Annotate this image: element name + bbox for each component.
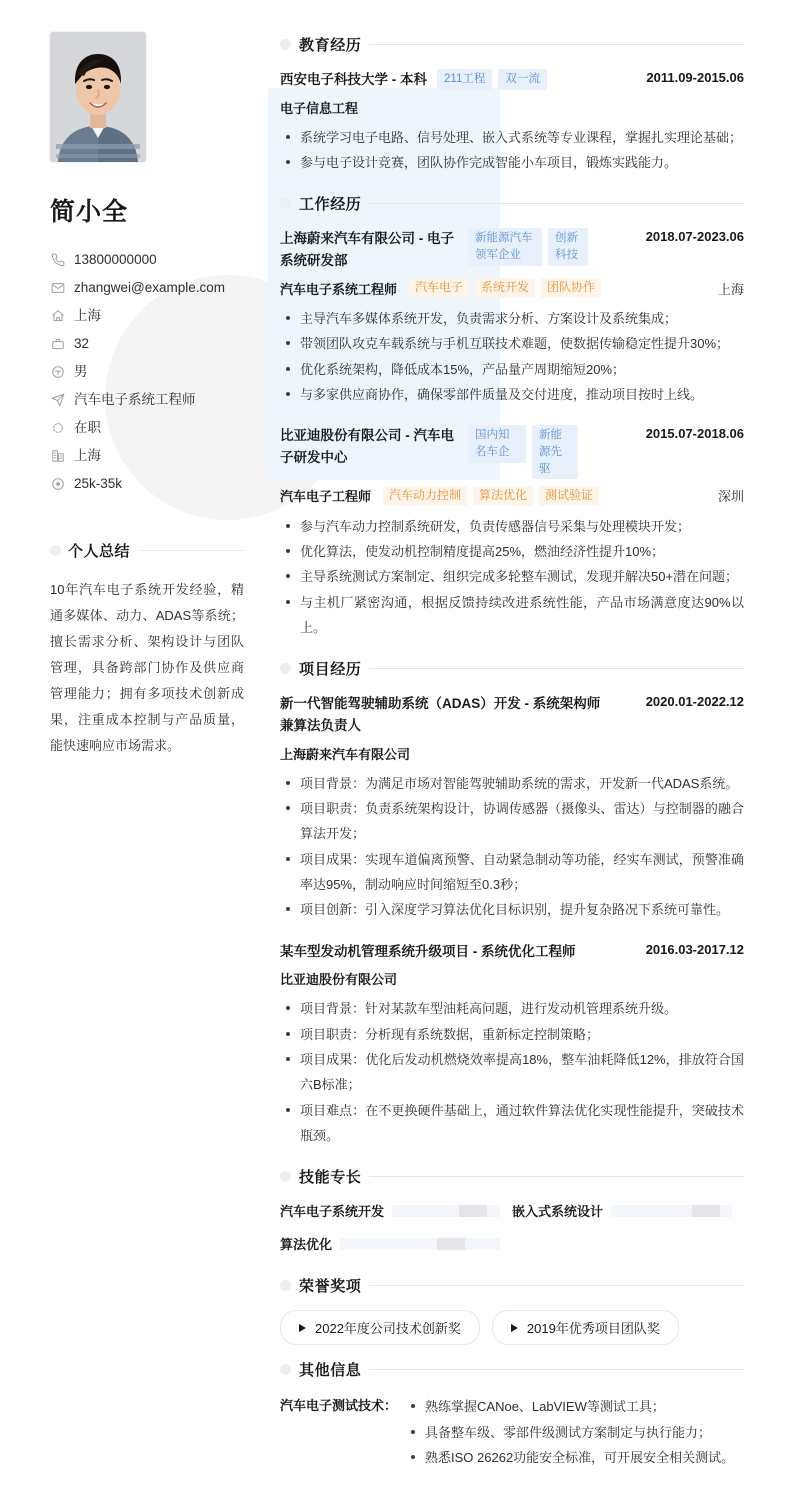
skill-list bbox=[280, 1201, 744, 1253]
other-content bbox=[280, 1394, 744, 1470]
contact-value: zhangwei@example.com bbox=[74, 279, 226, 295]
work-date: 2018.07-2023.06 bbox=[645, 229, 744, 245]
school-tags bbox=[437, 69, 547, 90]
project-entry bbox=[280, 693, 744, 922]
project-name: 新一代智能驾驶辅助系统（ADAS）开发 - 系统架构师兼算法负责人 bbox=[280, 696, 601, 733]
skill-progress-knob bbox=[459, 1205, 487, 1217]
tag: 团队协作 bbox=[541, 278, 601, 297]
honor-chip[interactable] bbox=[280, 1310, 480, 1345]
entry-header bbox=[280, 69, 744, 91]
summary-text: 10年汽车电子系统开发经验，精通多媒体、动力、ADAS等系统；擅长需求分析、架构设计与团队管理，具备跨部门协作及供应商管理能力；拥有多项技术创新成果，注重成本控制与产品质量，能快速响应市场需求。 bbox=[50, 582, 244, 753]
honor-label: 2022年度公司技术创新奖 bbox=[315, 1321, 461, 1337]
education-entry bbox=[280, 69, 744, 175]
major: 电子信息工程 bbox=[280, 100, 359, 116]
contact-gender bbox=[50, 358, 244, 386]
contact-value: 在职 bbox=[74, 419, 101, 435]
projects-header bbox=[280, 658, 744, 679]
work-location: 深圳 bbox=[717, 489, 744, 505]
contact-value: 男 bbox=[74, 363, 88, 379]
honors-section bbox=[280, 1275, 744, 1345]
work-entry bbox=[280, 425, 744, 640]
honor-chip[interactable] bbox=[492, 1310, 679, 1345]
tag: 汽车动力控制 bbox=[383, 486, 467, 505]
contact-value: 汽车电子系统工程师 bbox=[74, 391, 196, 407]
contact-value: 32 bbox=[74, 335, 90, 351]
list-item: 优化系统架构，降低成本15%，产品量产周期缩短20%； bbox=[280, 357, 744, 382]
education-title: 教育经历 bbox=[299, 37, 362, 54]
divider bbox=[369, 1176, 744, 1177]
sidebar bbox=[0, 0, 268, 1506]
list-item: 带领团队攻克车载系统与手机互联技术难题，使数据传输稳定性提升30%； bbox=[280, 331, 744, 356]
skill-label: 算法优化 bbox=[280, 1237, 333, 1253]
role-tags bbox=[383, 486, 599, 505]
home-icon bbox=[50, 309, 65, 324]
divider bbox=[369, 44, 744, 45]
other-title: 其他信息 bbox=[299, 1362, 362, 1380]
section-marker-icon bbox=[280, 1364, 291, 1375]
skill-label: 嵌入式系统设计 bbox=[512, 1204, 604, 1220]
phone-icon bbox=[50, 253, 65, 268]
skill-progress-bar bbox=[392, 1205, 500, 1217]
honors-title: 荣誉奖项 bbox=[299, 1278, 362, 1296]
briefcase-icon bbox=[50, 337, 65, 352]
section-marker-icon bbox=[280, 198, 291, 209]
education-date: 2011.09-2015.06 bbox=[646, 70, 744, 85]
tag: 双一流 bbox=[498, 69, 547, 90]
work-bullets bbox=[280, 514, 744, 641]
list-item: 项目成果：优化后发动机燃烧效率提高18%，整车油耗降低12%，排放符合国六B标准； bbox=[280, 1047, 744, 1098]
list-item: 熟悉ISO 26262功能安全标准，可开展安全相关测试。 bbox=[405, 1445, 744, 1470]
divider bbox=[369, 1369, 744, 1370]
tag: 新能源汽车领军企业 bbox=[468, 228, 542, 265]
project-bullets bbox=[280, 996, 744, 1148]
list-item: 熟练掌握CANoe、LabVIEW等测试工具； bbox=[405, 1394, 744, 1419]
tag: 创新科技 bbox=[548, 228, 588, 265]
work-entry bbox=[280, 228, 744, 407]
work-title: 工作经历 bbox=[299, 196, 362, 214]
list-item: 与多家供应商协作，确保零部件质量及交付进度，推动项目按时上线。 bbox=[280, 382, 744, 407]
list-item: 与主机厂紧密沟通，根据反馈持续改进系统性能，产品市场满意度达90%以上。 bbox=[280, 590, 744, 641]
company-tags bbox=[468, 228, 588, 265]
skills-section bbox=[280, 1166, 744, 1253]
contact-value: 上海 bbox=[74, 447, 101, 463]
summary-header bbox=[50, 540, 244, 561]
building-icon bbox=[50, 449, 65, 464]
list-item: 主导汽车多媒体系统开发，负责需求分析、方案设计及系统集成； bbox=[280, 306, 744, 331]
summary-title: 个人总结 bbox=[68, 543, 131, 560]
salary-icon bbox=[50, 477, 65, 492]
contact-phone bbox=[50, 246, 244, 274]
play-triangle-icon bbox=[511, 1324, 518, 1332]
tag: 算法优化 bbox=[473, 486, 533, 505]
tag: 211工程 bbox=[437, 69, 492, 90]
tag: 系统开发 bbox=[475, 278, 535, 297]
role-line bbox=[280, 486, 744, 505]
list-item: 优化算法，使发动机控制精度提高25%，燃油经济性提升10%； bbox=[280, 539, 744, 564]
project-date: 2016.03-2017.12 bbox=[645, 941, 744, 957]
skill-label: 汽车电子系统开发 bbox=[280, 1204, 385, 1220]
projects-title: 项目经历 bbox=[299, 661, 362, 679]
avatar bbox=[50, 32, 146, 162]
contact-age bbox=[50, 330, 244, 358]
list-item: 参与电子设计竞赛，团队协作完成智能小车项目，锻炼实践能力。 bbox=[280, 150, 744, 175]
skill-progress-knob bbox=[437, 1238, 465, 1250]
list-item: 项目职责：负责系统架构设计，协调传感器（摄像头、雷达）与控制器的融合算法开发； bbox=[280, 796, 744, 847]
contact-value: 13800000000 bbox=[74, 251, 157, 267]
skill-progress-knob bbox=[692, 1205, 720, 1217]
email-icon bbox=[50, 281, 65, 296]
entry-header bbox=[280, 228, 744, 271]
work-bullets bbox=[280, 306, 744, 407]
company-tags bbox=[468, 425, 578, 479]
skill-item bbox=[280, 1201, 512, 1220]
project-date: 2020.01-2022.12 bbox=[645, 694, 744, 710]
list-item: 项目创新：引入深度学习算法优化目标识别，提升复杂路况下系统可靠性。 bbox=[280, 897, 744, 922]
tag: 测试验证 bbox=[539, 486, 599, 505]
contact-location bbox=[50, 302, 244, 330]
status-icon bbox=[50, 421, 65, 436]
company-name: 上海蔚来汽车有限公司 - 电子系统研发部 bbox=[280, 231, 454, 268]
list-item: 主导系统测试方案制定、组织完成多轮整车测试，发现并解决50+潜在问题； bbox=[280, 564, 744, 589]
contact-salary bbox=[50, 470, 244, 498]
section-marker-icon bbox=[280, 1280, 291, 1291]
education-section bbox=[280, 34, 744, 175]
company-name: 比亚迪股份有限公司 - 汽车电子研发中心 bbox=[280, 428, 454, 465]
divider bbox=[369, 1285, 744, 1286]
skill-progress-bar bbox=[611, 1205, 732, 1217]
list-item: 项目职责：分析现有系统数据，重新标定控制策略； bbox=[280, 1022, 744, 1047]
entry-header bbox=[280, 693, 744, 736]
skills-title: 技能专长 bbox=[299, 1169, 362, 1187]
project-company: 上海蔚来汽车有限公司 bbox=[280, 746, 411, 762]
tag: 国内知名车企 bbox=[468, 425, 526, 462]
contact-value: 上海 bbox=[74, 307, 101, 323]
honor-list bbox=[280, 1310, 744, 1345]
skill-item bbox=[512, 1201, 744, 1220]
other-header bbox=[280, 1359, 744, 1380]
entry-header bbox=[280, 425, 744, 479]
play-triangle-icon bbox=[299, 1324, 306, 1332]
honor-label: 2019年优秀项目团队奖 bbox=[526, 1321, 660, 1337]
divider bbox=[369, 668, 744, 669]
role-title: 汽车电子工程师 bbox=[280, 489, 372, 505]
list-item: 项目成果：实现车道偏离预警、自动紧急制动等功能，经实车测试，预警准确率达95%，制动响应时间缩短至0.3秒； bbox=[280, 847, 744, 898]
other-section bbox=[280, 1359, 744, 1470]
list-item: 参与汽车动力控制系统研发，负责传感器信号采集与处理模块开发； bbox=[280, 514, 744, 539]
entry-header bbox=[280, 941, 744, 963]
contact-email bbox=[50, 274, 244, 302]
role-line bbox=[280, 278, 744, 297]
contact-value: 25k-35k bbox=[74, 475, 123, 491]
projects-section bbox=[280, 658, 744, 1148]
work-section bbox=[280, 193, 744, 640]
page-title: 简小全 bbox=[50, 198, 129, 226]
section-marker-icon bbox=[280, 663, 291, 674]
role-title: 汽车电子系统工程师 bbox=[280, 281, 398, 297]
paper-plane-icon bbox=[50, 393, 65, 408]
other-bullets bbox=[405, 1394, 744, 1470]
work-header bbox=[280, 193, 744, 214]
list-item: 项目背景：针对某款车型油耗高问题，进行发动机管理系统升级。 bbox=[280, 996, 744, 1021]
role-tags bbox=[409, 278, 601, 297]
skills-header bbox=[280, 1166, 744, 1187]
honors-header bbox=[280, 1275, 744, 1296]
skill-progress-bar bbox=[340, 1238, 500, 1250]
other-label: 汽车电子测试技术： bbox=[280, 1398, 398, 1414]
gender-icon bbox=[50, 365, 65, 380]
contact-status bbox=[50, 414, 244, 442]
section-marker-icon bbox=[280, 39, 291, 50]
contact-workplace bbox=[50, 442, 244, 470]
project-bullets bbox=[280, 771, 744, 923]
contact-job-title bbox=[50, 386, 244, 414]
list-item: 项目背景：为满足市场对智能驾驶辅助系统的需求，开发新一代ADAS系统。 bbox=[280, 771, 744, 796]
contact-list bbox=[50, 246, 244, 498]
divider bbox=[369, 203, 744, 204]
main-content bbox=[268, 0, 794, 1506]
project-company: 比亚迪股份有限公司 bbox=[280, 972, 398, 988]
education-header bbox=[280, 34, 744, 55]
divider bbox=[141, 550, 244, 551]
education-bullets bbox=[280, 125, 744, 176]
summary-section bbox=[50, 540, 244, 759]
list-item: 具备整车级、零部件级测试方案制定与执行能力； bbox=[405, 1420, 744, 1445]
tag: 新能源先驱 bbox=[532, 425, 578, 479]
tag: 汽车电子 bbox=[409, 278, 469, 297]
project-name: 某车型发动机管理系统升级项目 - 系统优化工程师 bbox=[280, 943, 576, 959]
school-name: 西安电子科技大学 - 本科 bbox=[280, 72, 427, 87]
work-location: 上海 bbox=[717, 281, 744, 297]
work-date: 2015.07-2018.06 bbox=[645, 426, 744, 442]
list-item: 项目难点：在不更换硬件基础上，通过软件算法优化实现性能提升，突破技术瓶颈。 bbox=[280, 1098, 744, 1149]
skill-item bbox=[280, 1234, 512, 1253]
section-marker-icon bbox=[280, 1171, 291, 1182]
project-entry bbox=[280, 941, 744, 1149]
section-marker-icon bbox=[50, 545, 61, 556]
list-item: 系统学习电子电路、信号处理、嵌入式系统等专业课程，掌握扎实理论基础； bbox=[280, 125, 744, 150]
